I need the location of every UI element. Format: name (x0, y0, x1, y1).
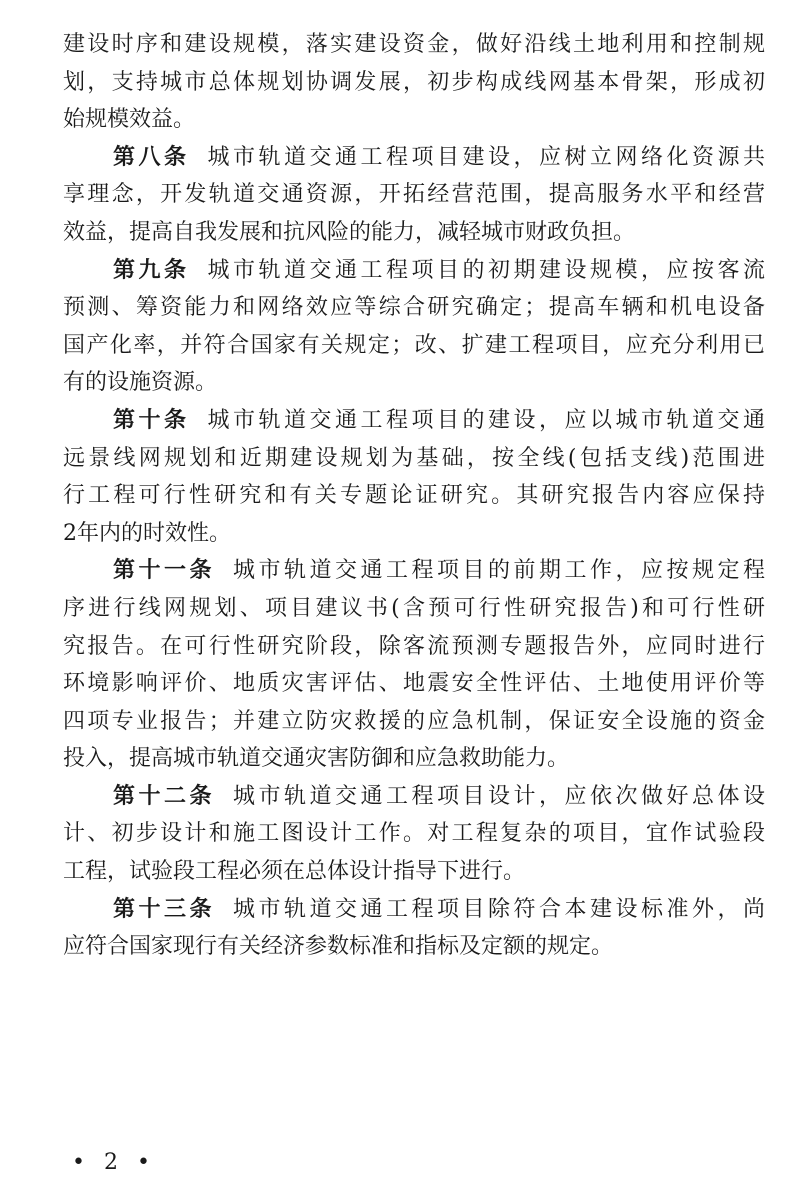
text-line (63, 214, 765, 252)
text-line (63, 139, 765, 177)
text-line (63, 252, 765, 290)
text-line (63, 552, 765, 590)
text-line (63, 891, 765, 929)
text-line (63, 515, 765, 553)
text-line (63, 440, 765, 478)
line-text: 城市轨道交通工程项目的前期工作，应按规定程 (233, 558, 765, 584)
line-text: 应符合国家现行有关经济参数标准和指标及定额的规定。 (63, 934, 614, 960)
article-heading: 第八条 (113, 144, 190, 170)
text-line (63, 740, 765, 778)
line-text: 划，支持城市总体规划协调发展，初步构成线网基本骨架，形成初 (63, 69, 765, 95)
line-text: 城市轨道交通工程项目设计，应依次做好总体设 (233, 783, 765, 809)
line-text: 远景线网规划和近期建设规划为基础，按全线(包括支线)范围进 (63, 445, 765, 471)
article-heading: 第十三条 (113, 896, 215, 922)
text-line (63, 928, 765, 966)
line-text: 城市轨道交通工程项目的建设，应以城市轨道交通 (207, 407, 765, 433)
text-line (63, 477, 765, 515)
text-line (63, 402, 765, 440)
text-line (63, 364, 765, 402)
line-text: 投入，提高城市轨道交通灾害防御和应急救助能力。 (63, 746, 570, 772)
line-text: 城市轨道交通工程项目建设，应树立网络化资源共 (207, 144, 765, 170)
line-text: 国产化率，并符合国家有关规定；改、扩建工程项目，应充分利用已 (63, 332, 765, 358)
text-line (63, 26, 765, 64)
line-text: 预测、筹资能力和网络效应等综合研究确定；提高车辆和机电设备 (63, 295, 765, 321)
line-text: 2年内的时效性。 (63, 520, 231, 546)
text-line (63, 778, 765, 816)
text-line (63, 327, 765, 365)
text-line (63, 703, 765, 741)
line-text: 享理念，开发轨道交通资源，开拓经营范围，提高服务水平和经营 (63, 182, 765, 208)
text-line (63, 815, 765, 853)
text-line (63, 64, 765, 102)
text-line (63, 289, 765, 327)
body-text (63, 26, 765, 966)
line-text: 环境影响评价、地质灾害评估、地震安全性评估、土地使用评价等 (63, 671, 765, 697)
line-text: 究报告。在可行性研究阶段，除客流预测专题报告外，应同时进行 (63, 633, 765, 659)
text-line (63, 853, 765, 891)
text-line (63, 628, 765, 666)
article-heading: 第十二条 (113, 783, 215, 809)
line-text: 四项专业报告；并建立防灾救援的应急机制，保证安全设施的资金 (63, 708, 765, 734)
article-heading: 第九条 (113, 257, 190, 283)
article-heading: 第十一条 (113, 558, 215, 584)
line-text: 城市轨道交通工程项目除符合本建设标准外，尚 (233, 896, 765, 922)
page-number: • 2 • (72, 1150, 156, 1175)
article-heading: 第十条 (113, 407, 190, 433)
line-text: 有的设施资源。 (63, 370, 218, 396)
text-line (63, 176, 765, 214)
line-text: 效益，提高自我发展和抗风险的能力，减轻城市财政负担。 (63, 219, 636, 245)
line-text: 始规模效益。 (63, 107, 196, 133)
line-text: 行工程可行性研究和有关专题论证研究。其研究报告内容应保持 (63, 483, 765, 509)
text-line (63, 101, 765, 139)
line-text: 计、初步设计和施工图设计工作。对工程复杂的项目，宜作试验段 (63, 821, 765, 847)
line-text: 建设时序和建设规模，落实建设资金，做好沿线土地利用和控制规 (63, 32, 765, 57)
line-text: 城市轨道交通工程项目的初期建设规模，应按客流 (207, 257, 765, 283)
line-text: 序进行线网规划、项目建议书(含预可行性研究报告)和可行性研 (63, 595, 765, 621)
text-line (63, 665, 765, 703)
line-text: 工程，试验段工程必须在总体设计指导下进行。 (63, 859, 526, 885)
text-line (63, 590, 765, 628)
